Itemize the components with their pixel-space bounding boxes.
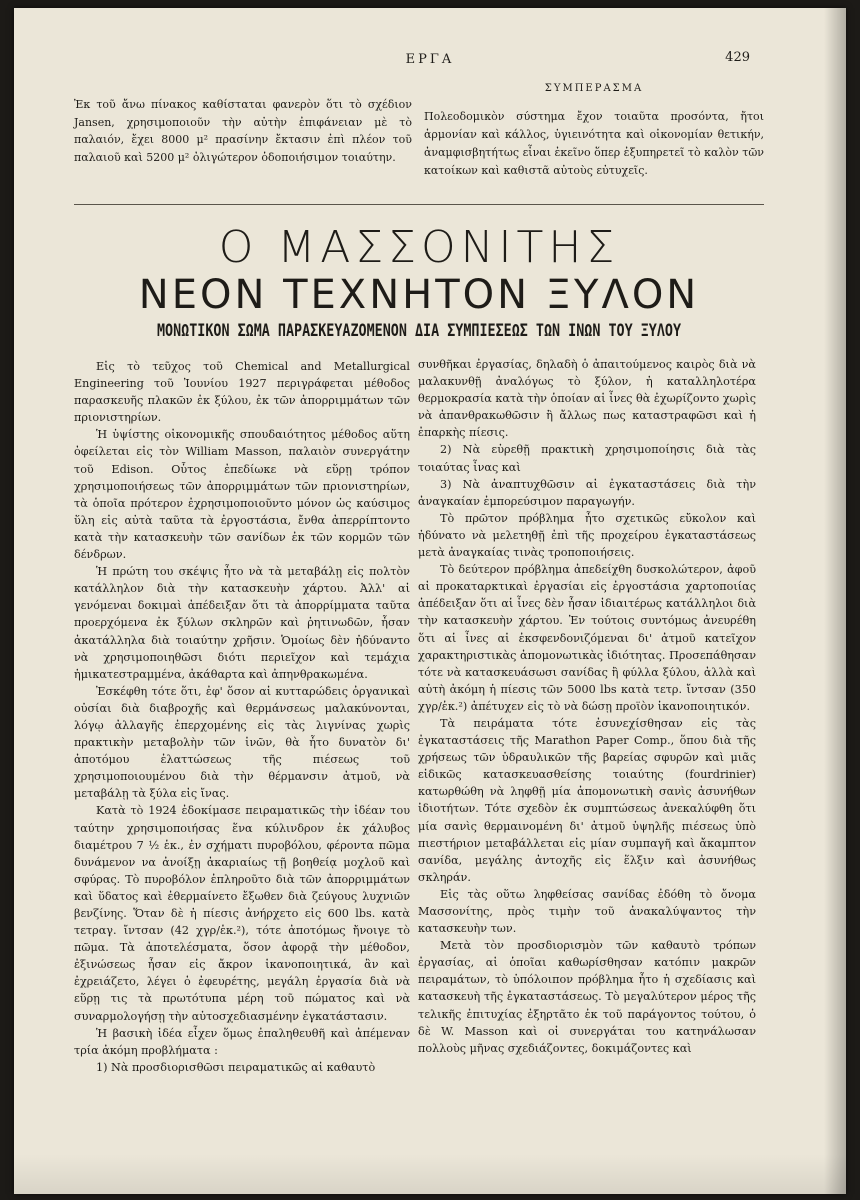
paragraph: Εἰς τὸ τεῦχος τοῦ Chemical and Metallurgical Engineering τοῦ Ἰουνίου 1927 περιγράφεται μέθοδος παρασκευῆς πλακῶν ἐκ ξύλου, ἐκ τῶν ἀπορριμμάτων τῶν πριονιστηρίων. (74, 360, 410, 425)
paragraph: Μετὰ τὸν προσδιορισμὸν τῶν καθαυτὸ τρόπων ἐργασίας, αἱ ὁποῖαι καθωρίσθησαν κατόπιν μακρῶν πειραμάτων, τὸ ὑπόλοιπον πρόβλημα ἦτο ἡ σχεδίασις καὶ κατασκευὴ τῆς ἐγκαταστάσεως. Τὸ μεγαλύτερον μέρος τῆς τελικῆς ἐπιτυχίας ἐξηρτᾶτο ἐκ τοῦ παράγοντος τούτου, ὁ δὲ W. Masson καὶ οἱ συνεργάται του κατηνάλωσαν πολλοὺς μῆνας σχεδιάζοντες, δοκιμάζοντες καὶ (418, 939, 756, 1055)
conclusion-section (424, 80, 764, 180)
left-column (74, 358, 410, 1076)
previous-article-ending: Ἐκ τοῦ ἄνω πίνακος καθίσταται φανερὸν ὅτι τὸ σχέδιον Jansen, χρησιμοποιοῦν τὴν αὐτὴν ἐπιφάνειαν μὲ τὸ παλαιόν, ἔχει 8000 μ² πρασίνην ἔκτασιν ἐπὶ πλέον τοῦ παλαιοῦ καὶ 5200 μ² ὀλιγώτερον ὁδοποιήσιμον τοιαύτην. (74, 98, 412, 164)
article-tagline: ΜΟΝΩΤΙΚΟΝ ΣΩΜΑ ΠΑΡΑΣΚΕΥΑΖΟΜΕΝΟΝ ΔΙΑ ΣΥΜΠΙΕΣΕΩΣ ΤΩΝ ΙΝΩΝ ΤΟΥ ΞΥΛΟΥ (156, 322, 682, 341)
section-divider (74, 204, 764, 205)
paragraph: 1) Νὰ προσδιορισθῶσι πειραματικῶς αἱ καθαυτὸ (96, 1060, 376, 1074)
paragraph: Τὰ πειράματα τότε ἐσυνεχίσθησαν εἰς τὰς ἐγκαταστάσεις τῆς Marathon Paper Comp., ὅπου διὰ τῆς χρήσεως τῶν ὑδραυλικῶν τῆς βαρείας σφυρῶν καὶ μιᾶς εἰδικῶς κατασκευασθείσης τοιαύτης (fourdrinier) κατωρθώθη νὰ ληφθῇ μία ἀπομονωτικὴ σανὶς ἀσυνήθων ἰδιοτήτων. Τότε σχεδὸν ἐκ συμπτώσεως ἀνεκαλύφθη ὅτι μία σανὶς θερμαινομένη δι' ἀτμοῦ ὑψηλῆς πιέσεως ὑπὸ πιεστήριον μεταβάλλεται εἰς μίαν συμπαγῆ καὶ ἄκαμπτον σανίδα, μεγάλης ἀντοχῆς εἰς ἕλξιν καὶ ἀσυνήθως σκληράν. (418, 716, 756, 884)
page-bottom-shading (14, 1154, 846, 1194)
paragraph: συνθῆκαι ἐργασίας, δηλαδὴ ὁ ἀπαιτούμενος καιρὸς διὰ νὰ μαλακυνθῇ ἀναλόγως τὸ ξύλον, ἡ καταλληλοτέρα θερμοκρασία κατὰ τὴν ὁποίαν αἱ ἶνες θὰ ἐχωρίζοντο χωρὶς νὰ ἀπανθρακωθῶσιν ἢ ἄλλως πως καταστραφῶσι καὶ ἡ ἐπαρκὴς πίεσις. (418, 358, 756, 440)
scanned-page (14, 8, 846, 1194)
right-column (418, 356, 756, 1057)
paragraph: Ἡ βασικὴ ἰδέα εἶχεν ὅμως ἐπαληθευθῆ καὶ ἀπέμεναν τρία ἀκόμη προβλήματα : (74, 1026, 410, 1057)
paragraph: Εἰς τὰς οὕτω ληφθείσας σανίδας ἐδόθη τὸ ὄνομα Μασσονίτης, πρὸς τιμὴν τοῦ ἀνακαλύψαντος τὴν κατασκευὴν των. (418, 887, 756, 936)
paragraph: Ἐσκέφθη τότε ὅτι, ἐφ' ὅσον αἱ κυτταρώδεις ὀργανικαὶ οὐσίαι διὰ διαβροχῆς καὶ θερμάνσεως μαλακύνονται, λόγῳ ἀλλαγῆς ἐπερχομένης εἰς τὰς λιγνίνας χωρὶς πρακτικὴν μεταβολὴν τῶν ἰνῶν, θὰ ἦτο δυνατὸν δι' ἀποτόμου ἐλαττώσεως τῆς πιέσεως τοῦ χρησιμοποιουμένου διὰ τὴν θέρμανσιν ἀτμοῦ, νὰ μεταβάλῃ τὰ ξύλα εἰς ἴνας. (74, 684, 410, 801)
page-edge-shadow (824, 8, 846, 1194)
paragraph: Τὸ δεύτερον πρόβλημα ἀπεδείχθη δυσκολώτερον, ἀφοῦ αἱ προκαταρκτικαὶ ἐργασίαι εἰς ἐργοστάσια χαρτοποιίας ἀπέδειξαν ὅτι αἱ ἶνες δὲν ἦσαν ἰδιαιτέρως κατάλληλοι διὰ τὴν κατασκευὴν χάρτου. Ἐν τούτοις συντόμως ἀνευρέθη ὅτι αἱ ἶνες αἱ ἐκσφενδονιζόμεναι δι' ἀτμοῦ κατεῖχον χαρακτηριστικὰς ἀπομονωτικὰς ἰδιότητας. Προσεπάθησαν τότε νὰ κατασκευάσωσι σανίδας ἢ φύλλα ξύλου, ἀλλὰ καὶ αὐτὴ ἀκόμη ἡ πίεσις τῶν 5000 lbs κατὰ τετρ. ἴντσαν (350 χγρ/ἑκ.²) ἀπέτυχεν εἰς τὸ νὰ δώσῃ προϊὸν ἱκανοποιητικόν. (418, 563, 756, 713)
paragraph: Ἡ πρώτη του σκέψις ἦτο νὰ τὰ μεταβάλῃ εἰς πολτὸν κατάλληλον διὰ τὴν κατασκευὴν χάρτου. Ἀλλ' αἱ γενόμεναι δοκιμαὶ ἀπέδειξαν ὅτι τὰ ἀπορρίμματα ταῦτα προερχόμενα ἐκ ξύλων σκληρῶν καὶ ῥητινωδῶν, ἦσαν ἀκατάλληλα διὰ τοιαύτην χρῆσιν. Ὁμοίως δὲν ἠδύναντο νὰ χρησιμοποιηθῶσι διότι περιεῖχον καὶ τεμάχια ἡμικατεστραμμένα, ἀκάθαρτα καὶ ἀπηνθρακωμένα. (74, 565, 410, 681)
page-number: 429 (725, 50, 750, 65)
paragraph: 2) Νὰ εὑρεθῇ πρακτικὴ χρησιμοποίησις διὰ τὰς τοιαύτας ἶνας καὶ (418, 443, 756, 474)
conclusion-text: Πολεοδομικὸν σύστημα ἔχον τοιαῦτα προσόντα, ἤτοι ἁρμονίαν καὶ κάλλος, ὑγιεινότητα καὶ οἰκονομίαν θετικήν, ἀναμφισβητήτως εἶναι ἐκεῖνο ὅπερ ἐξυπηρετεῖ τὸ καλὸν τῶν κατοίκων καὶ καθιστᾶ αὐτοὺς εὐτυχεῖς. (424, 110, 764, 177)
paragraph: Κατὰ τὸ 1924 ἐδοκίμασε πειραματικῶς τὴν ἰδέαν του ταύτην χρησιμοποιήσας ἕνα κύλινδρον ἐκ χάλυβος διαμέτρου 7 ½ ἑκ., ἐν σχήματι πυροβόλου, φέροντα πῶμα δυνάμενον να ἀνοίξῃ ἀκαριαίως τῇ βοηθείᾳ μοχλοῦ καὶ σφύρας. Τὸ πυροβόλον ἐπληροῦτο διὰ τῶν ἀπορριμμάτων καὶ ὕδατος καὶ ἐθερμαίνετο ἔξωθεν διὰ ζεύγους λυχνιῶν βενζίνης. Ὅταν δὲ ἡ πίεσις ἀνήρχετο εἰς 600 lbs. κατὰ τετραγ. ἴντσαν (42 χγρ/ἑκ.²), τότε ἀποτόμως ἤνοιγε τὸ πῶμα. Τὰ ἀποτελέσματα, ὅσον ἀφορᾷ τὴν μέθοδον, ἐξινώσεως ἦσαν εἰς ἄκρον ἱκανοποιητικά, ἂν καὶ ἐχρειάζετο, λέγει ὁ ἐφευρέτης, μεγάλη ἐργασία διὰ νὰ εὕρῃ τις τὰ πρωτότυπα μέρη τοῦ πώματος καὶ νὰ συναρμολογήσῃ τὴν αὐτοσχεδιασμένην ἐγκατάστασιν. (74, 804, 410, 1023)
paragraph: Ἡ ὑψίστης οἰκονομικῆς σπουδαιότητος μέθοδος αὕτη ὀφείλεται εἰς τὸν William Masson, παλαιὸν συνεργάτην τοῦ Edison. Οὗτος ἐπεδίωκε νὰ εὕρῃ τρόπον χρησιμοποιήσεως τῶν ἀπορριμμάτων τῶν πριονιστηρίων, τὰ ὁποῖα πρότερον ἐχρησιμοποιοῦντο μόνον ὡς καύσιμος ὕλη εἰς αὐτὰ ταῦτα τὰ ἐργοστάσια, ἔνθα ἀπερρίπτοντο κατὰ τὴν κατασκευὴν τῶν σανίδων ἐκ τῶν κορμῶν τῶν δένδρων. (74, 428, 410, 562)
article-title: Ο ΜΑΣΣΟΝΙΤΗΣ (218, 222, 620, 273)
conclusion-heading: ΣΥΜΠΕΡΑΣΜΑ (544, 83, 644, 94)
paragraph: 3) Νὰ ἀναπτυχθῶσιν αἱ ἐγκαταστάσεις διὰ τὴν ἀναγκαίαν ἐμπορεύσιμον παραγωγήν. (418, 477, 756, 508)
paragraph: Τὸ πρῶτον πρόβλημα ἦτο σχετικῶς εὔκολον καὶ ἠδύνατο νὰ μελετηθῇ ἐπὶ τῆς προχείρου ἐγκαταστάσεως μετὰ ἀναγκαίας τινὰς τροποποιήσεις. (418, 511, 756, 560)
running-head: ΕΡΓΑ (405, 52, 455, 67)
article-subtitle: ΝΕΟΝ ΤΕΧΝΗΤΟΝ ΞΥΛΟΝ (138, 272, 700, 318)
